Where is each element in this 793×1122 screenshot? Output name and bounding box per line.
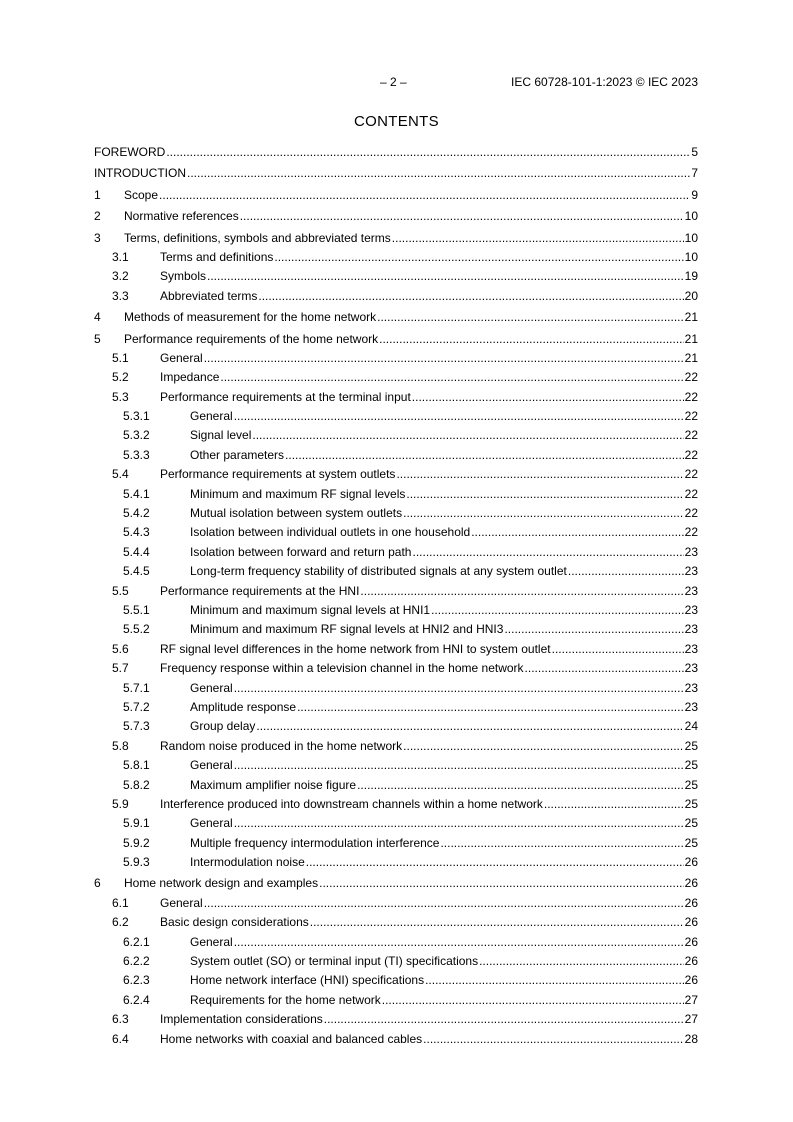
toc-entry[interactable] [94, 933, 698, 952]
toc-entry-page: 9 [691, 187, 698, 202]
toc-entry-label: Minimum and maximum RF signal levels [190, 485, 406, 504]
toc-entry-number: 1 [94, 187, 101, 202]
dot-leader [166, 143, 690, 162]
toc-entry-label: Isolation between forward and return path [190, 543, 412, 562]
toc-entry-number: 5.9.2 [123, 835, 150, 850]
toc-entry-label: Requirements for the home network [190, 991, 382, 1010]
toc-entry-label: Terms, definitions, symbols and abbreviated terms [124, 229, 392, 248]
toc-entry-label: INTRODUCTION [94, 164, 187, 183]
toc-entry-page: 23 [684, 564, 698, 579]
dot-leader [240, 207, 684, 226]
toc-entry-number: 5.3.1 [123, 409, 150, 424]
dot-leader [479, 952, 684, 971]
toc-entry-label: RF signal level differences in the home network from HNI to system outlet [160, 640, 552, 659]
dot-leader [392, 229, 684, 248]
dot-leader [412, 543, 683, 562]
toc-entry[interactable] [94, 523, 698, 542]
dot-leader [396, 465, 683, 484]
toc-entry-number: 5.3.2 [123, 428, 150, 443]
toc-entry-page: 23 [684, 544, 698, 559]
toc-entry-label: Performance requirements at the terminal input [160, 388, 412, 407]
toc-entry-page: 23 [684, 622, 698, 637]
toc-entry-label: Performance requirements at system outlets [160, 465, 396, 484]
dot-leader [256, 717, 683, 736]
toc-entry-page: 23 [684, 699, 698, 714]
toc-entry-page: 27 [684, 992, 698, 1007]
toc-entry-number: 3 [94, 230, 101, 245]
dot-leader [471, 523, 683, 542]
toc-entry-label: Minimum and maximum signal levels at HNI1 [190, 601, 431, 620]
toc-entry-label: Home networks with coaxial and balanced cables [160, 1030, 423, 1049]
toc-entry[interactable] [94, 679, 698, 698]
toc-entry[interactable] [94, 562, 698, 581]
toc-entry-label: Other parameters [190, 446, 285, 465]
page-number: – 2 – [380, 75, 407, 89]
toc-entry-page: 25 [684, 777, 698, 792]
toc-entry-label: Multiple frequency intermodulation interference [190, 834, 440, 853]
toc-entry-number: 5.4.2 [123, 506, 150, 521]
toc-entry-number: 5.4.4 [123, 544, 150, 559]
page-header [94, 75, 698, 93]
toc-entry-number: 5.7.2 [123, 699, 150, 714]
toc-entry-label: Minimum and maximum RF signal levels at HNI2 and HNI3 [190, 620, 504, 639]
toc-entry-page: 23 [684, 641, 698, 656]
dot-leader [204, 894, 684, 913]
toc-entry[interactable] [94, 737, 698, 756]
document-id: IEC 60728-101-1:2023 © IEC 2023 [511, 75, 698, 89]
toc-entry[interactable] [94, 368, 698, 387]
toc-entry-number: 5.5.2 [123, 622, 150, 637]
toc-entry-page: 23 [684, 602, 698, 617]
toc-entry-label: General [190, 933, 234, 952]
dot-leader [324, 1010, 684, 1029]
toc-entry-number: 5.2 [112, 370, 129, 385]
dot-leader [357, 776, 684, 795]
toc-entry-page: 22 [684, 525, 698, 540]
toc-entry-label: FOREWORD [94, 143, 166, 162]
toc-entry-label: Normative references [124, 207, 240, 226]
dot-leader [310, 913, 684, 932]
toc-entry-label: Amplitude response [190, 698, 297, 717]
toc-entry[interactable] [94, 388, 698, 407]
toc-entry-label: Performance requirements at the HNI [160, 582, 360, 601]
toc-entry-label: Long-term frequency stability of distributed signals at any system outlet [190, 562, 568, 581]
toc-entry-number: 4 [94, 310, 101, 325]
toc-entry-number: 5.5 [112, 583, 129, 598]
toc-entry-number: 5.4 [112, 467, 129, 482]
toc-entry-page: 23 [684, 661, 698, 676]
toc-entry-number: 6.3 [112, 1012, 129, 1027]
toc-entry-number: 5.3.3 [123, 447, 150, 462]
toc-entry-number: 3.1 [112, 249, 129, 264]
toc-entry-page: 26 [684, 855, 698, 870]
toc-entry-number: 5.9.1 [123, 816, 150, 831]
dot-leader [377, 308, 684, 327]
toc-entry-page: 22 [684, 428, 698, 443]
toc-entry-number: 6 [94, 876, 101, 891]
toc-entry-page: 22 [684, 389, 698, 404]
toc-entry-page: 20 [684, 288, 698, 303]
toc-entry-page: 7 [691, 166, 698, 181]
toc-entry-number: 5.4.1 [123, 486, 150, 501]
toc-entry[interactable] [94, 582, 698, 601]
toc-entry-label: Isolation between individual outlets in one household [190, 523, 471, 542]
toc-entry[interactable] [94, 756, 698, 775]
toc-entry-number: 5.3 [112, 389, 129, 404]
dot-leader [440, 834, 683, 853]
dot-leader [159, 186, 690, 205]
dot-leader [234, 814, 684, 833]
toc-entry[interactable] [94, 349, 698, 368]
toc-entry-page: 21 [684, 310, 698, 325]
toc-entry-number: 6.2.3 [123, 973, 150, 988]
toc-entry-label: Maximum amplifier noise figure [190, 776, 357, 795]
dot-leader [204, 349, 684, 368]
toc-entry-page: 21 [684, 331, 698, 346]
toc-entry-label: Impedance [160, 368, 220, 387]
dot-leader [552, 640, 684, 659]
toc-entry-number: 6.2.1 [123, 934, 150, 949]
dot-leader [425, 971, 684, 990]
toc-entry[interactable] [94, 894, 698, 913]
dot-leader [431, 601, 684, 620]
toc-entry-label: Home network interface (HNI) specifications [190, 971, 425, 990]
dot-leader [403, 737, 683, 756]
page-title: CONTENTS [354, 113, 439, 130]
toc-entry-number: 6.2.2 [123, 954, 150, 969]
toc-entry[interactable] [94, 1030, 698, 1049]
toc-entry-page: 22 [684, 467, 698, 482]
toc-entry[interactable] [94, 504, 698, 523]
toc-entry-page: 10 [684, 209, 698, 224]
toc-entry-number: 5.7.1 [123, 680, 150, 695]
toc-entry-label: Performance requirements of the home network [124, 330, 379, 349]
toc-entry-label: Home network design and examples [124, 874, 319, 893]
toc-entry-label: Abbreviated terms [160, 287, 258, 306]
toc-entry-number: 6.2 [112, 915, 129, 930]
toc-entry-page: 22 [684, 370, 698, 385]
toc-entry-number: 3.2 [112, 269, 129, 284]
toc-entry[interactable] [94, 853, 698, 872]
dot-leader [207, 267, 684, 286]
dot-leader [234, 756, 684, 775]
toc-entry-page: 19 [684, 269, 698, 284]
toc-entry-label: Terms and definitions [160, 248, 274, 267]
toc-entry-page: 22 [684, 486, 698, 501]
toc-entry-number: 6.2.4 [123, 992, 150, 1007]
toc-entry-number: 2 [94, 209, 101, 224]
toc-entry-label: General [190, 679, 234, 698]
toc-entry-number: 5.1 [112, 350, 129, 365]
toc-entry-page: 28 [684, 1031, 698, 1046]
toc-entry-number: 5.5.1 [123, 602, 150, 617]
toc-entry-label: General [190, 407, 234, 426]
toc-entry[interactable] [94, 207, 698, 226]
toc-entry-label: General [190, 814, 234, 833]
toc-entry[interactable] [94, 659, 698, 678]
toc-entry-label: System outlet (SO) or terminal input (TI) specifications [190, 952, 479, 971]
toc-entry-page: 24 [684, 719, 698, 734]
dot-leader [504, 620, 683, 639]
toc-entry-label: Scope [124, 186, 159, 205]
toc-entry-label: Intermodulation noise [190, 853, 306, 872]
dot-leader [360, 582, 683, 601]
dot-leader [403, 504, 684, 523]
toc-entry-number: 5.8.2 [123, 777, 150, 792]
toc-entry-number: 5.4.3 [123, 525, 150, 540]
toc-entry[interactable] [94, 308, 698, 327]
dot-leader [234, 407, 684, 426]
toc-entry-number: 6.1 [112, 895, 129, 910]
toc-entry-number: 5.8.1 [123, 758, 150, 773]
toc-entry-label: General [160, 349, 204, 368]
toc-entry-page: 25 [684, 796, 698, 811]
toc-entry-label: Interference produced into downstream channels within a home network [160, 795, 544, 814]
toc-entry-page: 10 [684, 230, 698, 245]
dot-leader [525, 659, 684, 678]
toc-entry[interactable] [94, 795, 698, 814]
toc-entry[interactable] [94, 465, 698, 484]
toc-entry-number: 5.8 [112, 738, 129, 753]
toc-entry-label: Group delay [190, 717, 256, 736]
toc-entry-number: 6.4 [112, 1031, 129, 1046]
dot-leader [297, 698, 684, 717]
toc-entry[interactable] [94, 971, 698, 990]
toc-entry[interactable] [94, 913, 698, 932]
toc-entry-label: Methods of measurement for the home network [124, 308, 377, 327]
dot-leader [382, 991, 684, 1010]
toc-entry-page: 21 [684, 350, 698, 365]
toc-entry[interactable] [94, 330, 698, 349]
toc-entry[interactable] [94, 229, 698, 248]
toc-entry-page: 27 [684, 1012, 698, 1027]
toc-entry[interactable] [94, 601, 698, 620]
toc-entry-label: General [160, 894, 204, 913]
toc-entry[interactable] [94, 143, 698, 162]
toc-entry-page: 22 [684, 409, 698, 424]
dot-leader [319, 874, 684, 893]
toc-entry-label: Implementation considerations [160, 1010, 324, 1029]
toc-entry-page: 22 [684, 506, 698, 521]
toc-entry-number: 5.7.3 [123, 719, 150, 734]
toc-entry-page: 23 [684, 583, 698, 598]
toc-entry[interactable] [94, 186, 698, 205]
toc-entry[interactable] [94, 407, 698, 426]
dot-leader [187, 164, 690, 183]
toc-entry-page: 25 [684, 816, 698, 831]
toc-entry-page: 26 [684, 954, 698, 969]
toc-entry[interactable] [94, 543, 698, 562]
toc-entry-page: 23 [684, 680, 698, 695]
toc-entry[interactable] [94, 485, 698, 504]
dot-leader [220, 368, 683, 387]
dot-leader [285, 446, 684, 465]
toc-entry-page: 25 [684, 835, 698, 850]
toc-entry-label: Frequency response within a television channel in the home network [160, 659, 525, 678]
toc-entry-number: 5.9.3 [123, 855, 150, 870]
toc-entry-number: 5.6 [112, 641, 129, 656]
dot-leader [544, 795, 684, 814]
dot-leader [568, 562, 684, 581]
toc-entry[interactable] [94, 776, 698, 795]
toc-entry-page: 25 [684, 758, 698, 773]
toc-entry[interactable] [94, 1010, 698, 1029]
toc-entry-number: 5.9 [112, 796, 129, 811]
dot-leader [258, 287, 683, 306]
toc-entry-number: 5.4.5 [123, 564, 150, 579]
toc-entry[interactable] [94, 426, 698, 445]
toc-entry[interactable] [94, 287, 698, 306]
toc-entry-page: 26 [684, 934, 698, 949]
dot-leader [423, 1030, 683, 1049]
toc-entry[interactable] [94, 814, 698, 833]
toc-entry-label: Basic design considerations [160, 913, 310, 932]
toc-entry[interactable] [94, 991, 698, 1010]
toc-entry[interactable] [94, 698, 698, 717]
toc-entry-page: 26 [684, 915, 698, 930]
dot-leader [406, 485, 683, 504]
dot-leader [412, 388, 684, 407]
toc-entry-page: 25 [684, 738, 698, 753]
toc-entry-page: 26 [684, 895, 698, 910]
dot-leader [306, 853, 684, 872]
dot-leader [234, 679, 684, 698]
toc-entry-page: 26 [684, 973, 698, 988]
toc-entry-label: Random noise produced in the home network [160, 737, 403, 756]
dot-leader [379, 330, 684, 349]
toc-entry[interactable] [94, 874, 698, 893]
toc-entry[interactable] [94, 446, 698, 465]
dot-leader [234, 933, 684, 952]
toc-entry-page: 22 [684, 447, 698, 462]
dot-leader [252, 426, 683, 445]
toc-entry-label: Mutual isolation between system outlets [190, 504, 403, 523]
toc-entry-number: 3.3 [112, 288, 129, 303]
toc-entry-page: 10 [684, 249, 698, 264]
dot-leader [274, 248, 683, 267]
toc-entry[interactable] [94, 248, 698, 267]
toc-entry-label: Signal level [190, 426, 252, 445]
toc-entry-page: 26 [684, 876, 698, 891]
toc-entry[interactable] [94, 834, 698, 853]
toc-entry-page: 5 [691, 145, 698, 159]
toc-entry[interactable] [94, 717, 698, 736]
table-of-contents [94, 143, 698, 1049]
toc-entry-number: 5.7 [112, 661, 129, 676]
toc-entry[interactable] [94, 952, 698, 971]
toc-entry-label: General [190, 756, 234, 775]
toc-entry-number: 5 [94, 331, 101, 346]
toc-entry[interactable] [94, 267, 698, 286]
toc-entry[interactable] [94, 164, 698, 183]
toc-entry-label: Symbols [160, 267, 207, 286]
toc-entry[interactable] [94, 640, 698, 659]
toc-entry[interactable] [94, 620, 698, 639]
